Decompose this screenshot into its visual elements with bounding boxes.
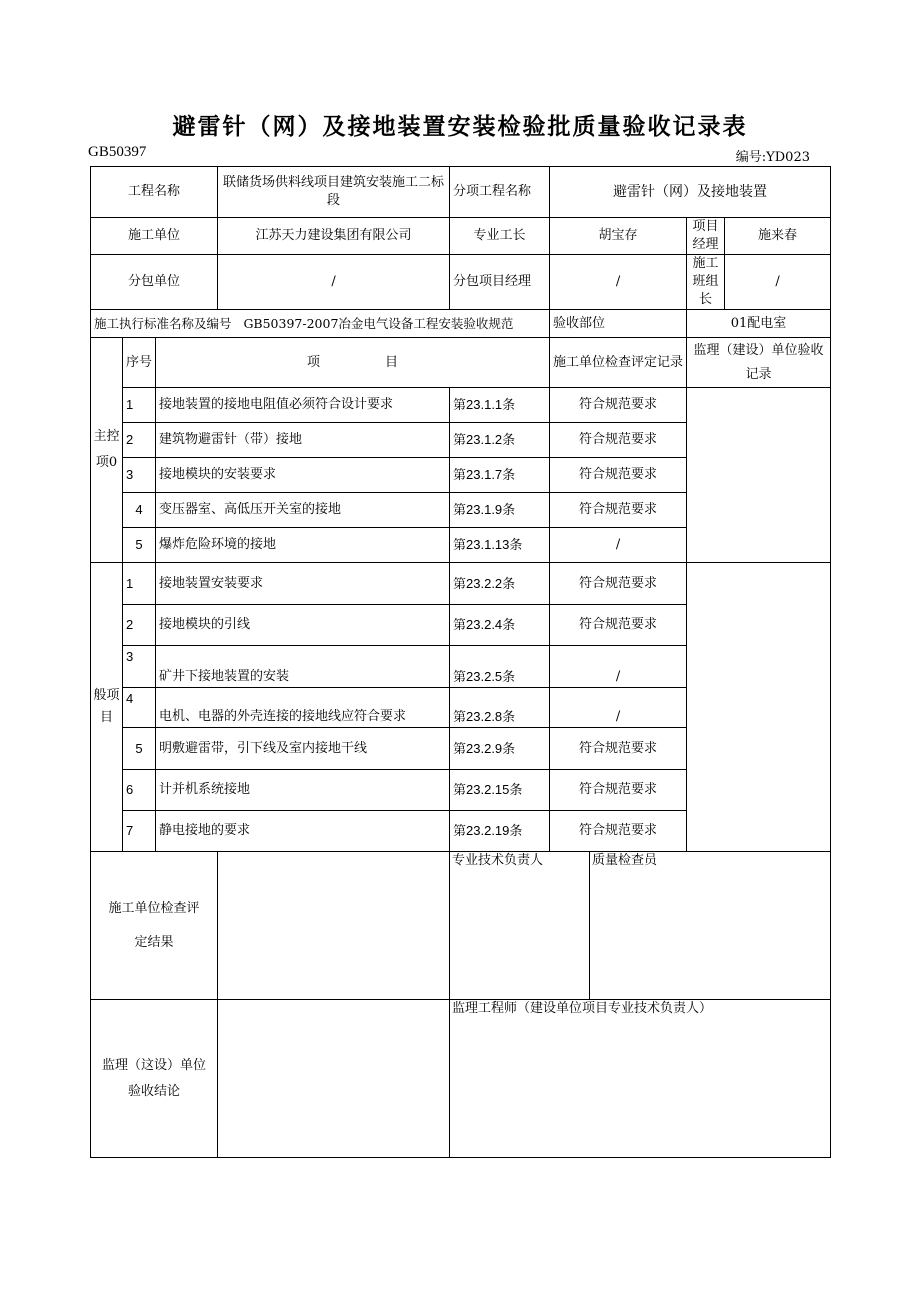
sub-manager-label: 分包项目经理 bbox=[450, 255, 550, 310]
form-code: 编号:YD023 bbox=[735, 150, 810, 165]
supervisor-sign-cell bbox=[450, 1000, 831, 1158]
row-item: 接地装置的接地电阻值必须符合设计要求 bbox=[156, 388, 450, 423]
row-result: 符合规范要求 bbox=[550, 605, 687, 646]
row-no: 3 bbox=[123, 646, 156, 688]
manager-name: 施来春 bbox=[725, 218, 831, 255]
row-clause: 第23.2.15条 bbox=[450, 770, 550, 811]
row-item: 建筑物避雷针（带）接地 bbox=[156, 423, 450, 458]
seq-header: 序号 bbox=[123, 338, 156, 388]
row-clause: 第23.2.2条 bbox=[450, 563, 550, 605]
row-clause: 第23.2.9条 bbox=[450, 728, 550, 770]
row-no: 4 bbox=[123, 493, 156, 528]
row-clause: 第23.1.9条 bbox=[450, 493, 550, 528]
general-row-1 bbox=[91, 563, 831, 605]
accept-part-value: 01配电室 bbox=[687, 310, 831, 338]
row-result: 符合规范要求 bbox=[550, 563, 687, 605]
supervisor-result-blank bbox=[218, 1000, 450, 1158]
team-leader-label: 施工班组长 bbox=[687, 255, 725, 310]
item-header: 项 目 bbox=[156, 338, 550, 388]
team-leader-name: / bbox=[725, 255, 831, 310]
row-result: 符合规范要求 bbox=[550, 493, 687, 528]
qc-sign-cell bbox=[590, 852, 831, 1000]
contractor-name: 江苏天力建设集团有限公司 bbox=[218, 218, 450, 255]
inspection-table bbox=[90, 166, 831, 1158]
row-result: 符合规范要求 bbox=[550, 388, 687, 423]
row-item: 静电接地的要求 bbox=[156, 811, 450, 852]
row-no: 1 bbox=[123, 388, 156, 423]
row-no: 4 bbox=[123, 688, 156, 728]
row-no: 2 bbox=[123, 605, 156, 646]
row-no: 7 bbox=[123, 811, 156, 852]
row-no: 2 bbox=[123, 423, 156, 458]
row-result: / bbox=[550, 688, 687, 728]
exec-standard bbox=[91, 310, 550, 338]
main-row-1 bbox=[91, 388, 831, 423]
row-result: 符合规范要求 bbox=[550, 770, 687, 811]
row-result: 符合规范要求 bbox=[550, 728, 687, 770]
row-no: 5 bbox=[123, 528, 156, 563]
foreman-name: 胡宝存 bbox=[550, 218, 687, 255]
supervisor-engineer-label: 监理工程师（建设单位项目专业技术负责人） bbox=[452, 1001, 713, 1016]
sub-manager-name: / bbox=[550, 255, 687, 310]
sub-project-label: 分项工程名称 bbox=[450, 167, 550, 218]
row-item: 爆炸危险环境的接地 bbox=[156, 528, 450, 563]
main-supervisor-cell bbox=[687, 388, 831, 563]
general-group: 般项目 bbox=[91, 563, 123, 852]
row-no: 5 bbox=[123, 728, 156, 770]
manager-label: 项目经理 bbox=[687, 218, 725, 255]
row-clause: 第23.2.8条 bbox=[450, 688, 550, 728]
row-item: 接地装置安装要求 bbox=[156, 563, 450, 605]
contractor-result-label: 施工单位检查评定结果 bbox=[91, 852, 218, 1000]
row-result: / bbox=[550, 646, 687, 688]
row-no: 1 bbox=[123, 563, 156, 605]
general-supervisor-cell bbox=[687, 563, 831, 852]
supervisor-result-label: 监理（这设）单位验收结论 bbox=[91, 1000, 218, 1158]
subcontractor-name: / bbox=[218, 255, 450, 310]
check-header: 施工单位检查评定记录 bbox=[550, 338, 687, 388]
row-clause: 第23.1.13条 bbox=[450, 528, 550, 563]
tech-lead-sign-cell bbox=[450, 852, 590, 1000]
qc-label: 质量检查员 bbox=[592, 853, 658, 868]
row-result: 符合规范要求 bbox=[550, 458, 687, 493]
foreman-label: 专业工长 bbox=[450, 218, 550, 255]
subcontractor-label: 分包单位 bbox=[91, 255, 218, 310]
row-item: 接地模块的引线 bbox=[156, 605, 450, 646]
contractor-result-blank bbox=[218, 852, 450, 1000]
tech-lead-label: 专业技术负责人 bbox=[452, 853, 544, 868]
accept-part-label: 验收部位 bbox=[550, 310, 687, 338]
row-clause: 第23.2.5条 bbox=[450, 646, 550, 688]
row-result: / bbox=[550, 528, 687, 563]
row-clause: 第23.1.7条 bbox=[450, 458, 550, 493]
row-result: 符合规范要求 bbox=[550, 811, 687, 852]
contractor-label: 施工单位 bbox=[91, 218, 218, 255]
project-name-label: 工程名称 bbox=[91, 167, 218, 218]
standard-number: GB50397 bbox=[88, 144, 147, 160]
row-no: 3 bbox=[123, 458, 156, 493]
row-clause: 第23.1.1条 bbox=[450, 388, 550, 423]
row-clause: 第23.2.4条 bbox=[450, 605, 550, 646]
row-item: 计并机系统接地 bbox=[156, 770, 450, 811]
row-clause: 第23.2.19条 bbox=[450, 811, 550, 852]
row-item: 接地模块的安装要求 bbox=[156, 458, 450, 493]
main-control-group: 主控项0 bbox=[91, 338, 123, 563]
row-clause: 第23.1.2条 bbox=[450, 423, 550, 458]
row-no: 6 bbox=[123, 770, 156, 811]
supervisor-header: 监理（建设）单位验收记录 bbox=[687, 338, 831, 388]
project-name: 联储货场供料线项目建筑安装施工二标段 bbox=[218, 167, 450, 218]
row-item: 变压器室、高低压开关室的接地 bbox=[156, 493, 450, 528]
page-title: 避雷针（网）及接地装置安装检验批质量验收记录表 bbox=[172, 113, 748, 140]
exec-standard-value: GB50397-2007冶金电气设备工程安装验收规范 bbox=[243, 315, 514, 331]
sub-project-name: 避雷针（网）及接地装置 bbox=[550, 167, 831, 218]
row-item: 明敷避雷带，引下线及室内接地干线 bbox=[156, 728, 450, 770]
row-item: 电机、电器的外壳连接的接地线应符合要求 bbox=[156, 688, 450, 728]
row-item: 矿井下接地装置的安装 bbox=[156, 646, 450, 688]
exec-standard-label: 施工执行标准名称及编号 bbox=[94, 315, 232, 331]
row-result: 符合规范要求 bbox=[550, 423, 687, 458]
